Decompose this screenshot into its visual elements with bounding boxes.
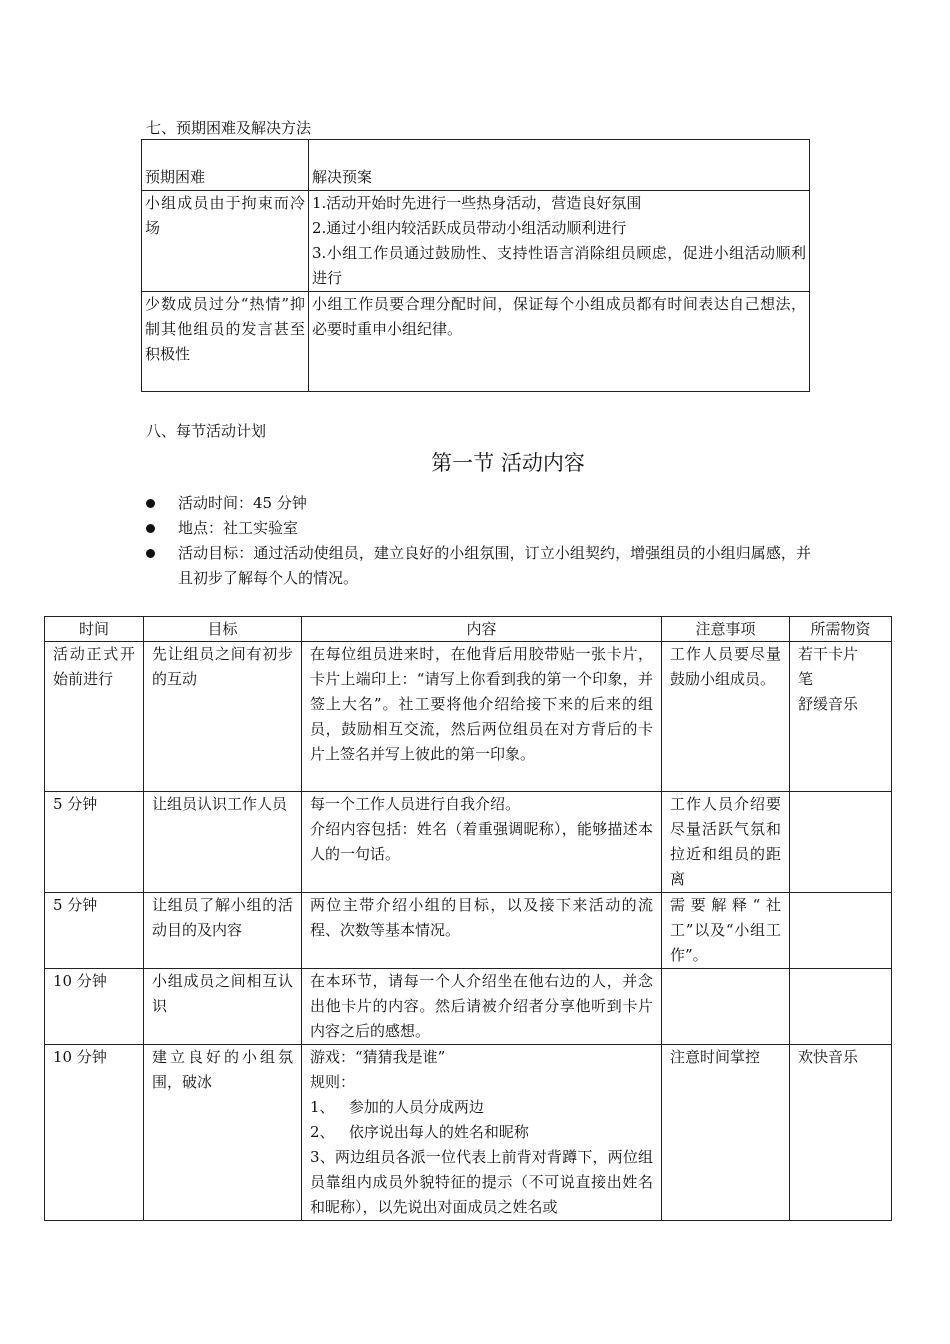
header-goal: 目标 xyxy=(144,617,302,642)
solution-line: 1.活动开始时先进行一些热身活动，营造良好氛围 xyxy=(312,194,642,212)
notes-cell xyxy=(662,969,790,1045)
section8-heading: 八、每节活动计划 xyxy=(146,422,267,440)
activity-plan-table xyxy=(44,616,892,1221)
bullet-icon xyxy=(146,524,155,533)
section7-heading: 七、预期困难及解决方法 xyxy=(146,119,312,137)
content-cell: 在每位组员进来时，在他背后用胶带贴一张卡片，卡片上端印上：“请写上你看到我的第一个印象，并签上大名”。社工要将他介绍给接下来的后来的组员，鼓励相互交流，然后两位组员在对方背后的卡片上签名并写上彼此的第一印象。 xyxy=(302,642,662,792)
table-row xyxy=(45,969,892,1045)
header-time: 时间 xyxy=(45,617,144,642)
table-row xyxy=(45,642,892,792)
material-item: 欢快音乐 xyxy=(798,1048,859,1066)
time-cell: 10 分钟 xyxy=(45,1045,144,1221)
list-item: 地点：社工实验室 xyxy=(143,516,811,541)
solution-line: 3.小组工作员通过鼓励性、支持性语言消除组员顾虑，促进小组活动顺利进行 xyxy=(312,244,806,287)
header-notes: 注意事项 xyxy=(662,617,790,642)
table-row xyxy=(45,1045,892,1221)
list-item: 活动时间：45 分钟 xyxy=(143,491,811,516)
time-cell: 5 分钟 xyxy=(45,893,144,969)
goal-cell: 让组员认识工作人员 xyxy=(144,792,302,893)
header-materials: 所需物资 xyxy=(790,617,892,642)
list-item: 活动目标：通过活动使组员，建立良好的小组氛围，订立小组契约，增强组员的小组归属感，并且初步了解每个人的情况。 xyxy=(143,541,811,591)
content-line: 2、 依序说出每人的姓名和昵称 xyxy=(310,1123,529,1141)
table-row xyxy=(45,893,892,969)
header-solution: 解决预案 xyxy=(309,140,810,191)
table-row xyxy=(45,792,892,893)
difficulty-table xyxy=(141,139,810,392)
notes-cell: 工作人员要尽量鼓励小组成员。 xyxy=(662,642,790,792)
session-title: 第一节 活动内容 xyxy=(431,451,585,475)
content-line: 每一个工作人员进行自我介绍。 xyxy=(310,795,521,813)
content-cell xyxy=(302,1045,662,1221)
solution-cell: 小组工作员要合理分配时间，保证每个小组成员都有时间表达自己想法，必要时重申小组纪律。 xyxy=(309,292,810,392)
bullet-icon xyxy=(146,499,155,508)
plan-table-header xyxy=(45,617,892,642)
notes-cell: 注意时间掌控 xyxy=(662,1045,790,1221)
content-line: 游戏：“猜猜我是谁” xyxy=(310,1048,446,1066)
session-info-list xyxy=(143,491,811,591)
material-item: 若干卡片 xyxy=(798,645,859,663)
material-item: 笔 xyxy=(798,670,814,688)
materials-cell xyxy=(790,792,892,893)
materials-cell xyxy=(790,1045,892,1221)
goal-cell: 先让组员之间有初步的互动 xyxy=(144,642,302,792)
material-item: 舒缓音乐 xyxy=(798,695,859,713)
bullet-icon xyxy=(146,549,155,558)
content-line: 1、 参加的人员分成两边 xyxy=(310,1098,484,1116)
materials-cell xyxy=(790,642,892,792)
content-line: 介绍内容包括：姓名（着重强调昵称），能够描述本人的一句话。 xyxy=(310,820,653,863)
content-line: 规则： xyxy=(310,1073,356,1091)
goal-cell: 让组员了解小组的活动目的及内容 xyxy=(144,893,302,969)
difficulty-cell: 小组成员由于拘束而冷场 xyxy=(142,191,309,292)
header-content: 内容 xyxy=(302,617,662,642)
difficulty-table-header xyxy=(142,140,810,191)
difficulty-cell: 少数成员过分“热情”抑制其他组员的发言甚至积极性 xyxy=(142,292,309,392)
materials-cell xyxy=(790,969,892,1045)
notes-cell: 工作人员介绍要尽量活跃气氛和拉近和组员的距离 xyxy=(662,792,790,893)
notes-cell: 需要解释“社工”以及“小组工作”。 xyxy=(662,893,790,969)
table-row xyxy=(142,191,810,292)
goal-cell: 建立良好的小组氛围，破冰 xyxy=(144,1045,302,1221)
content-cell xyxy=(302,792,662,893)
materials-cell xyxy=(790,893,892,969)
content-cell: 在本环节，请每一个人介绍坐在他右边的人，并念出他卡片的内容。然后请被介绍者分享他听到卡片内容之后的感想。 xyxy=(302,969,662,1045)
solution-line: 2.通过小组内较活跃成员带动小组活动顺利进行 xyxy=(312,219,627,237)
header-difficulty: 预期困难 xyxy=(142,140,309,191)
time-cell: 10 分钟 xyxy=(45,969,144,1045)
time-cell: 活动正式开始前进行 xyxy=(45,642,144,792)
time-cell: 5 分钟 xyxy=(45,792,144,893)
solution-cell xyxy=(309,191,810,292)
goal-cell: 小组成员之间相互认识 xyxy=(144,969,302,1045)
content-line: 3、两边组员各派一位代表上前背对背蹲下，两位组员靠组内成员外貌特征的提示（不可说直接出姓名和昵称），以先说出对面成员之姓名或 xyxy=(310,1148,653,1216)
content-cell: 两位主带介绍小组的目标，以及接下来活动的流程、次数等基本情况。 xyxy=(302,893,662,969)
table-row xyxy=(142,292,810,392)
